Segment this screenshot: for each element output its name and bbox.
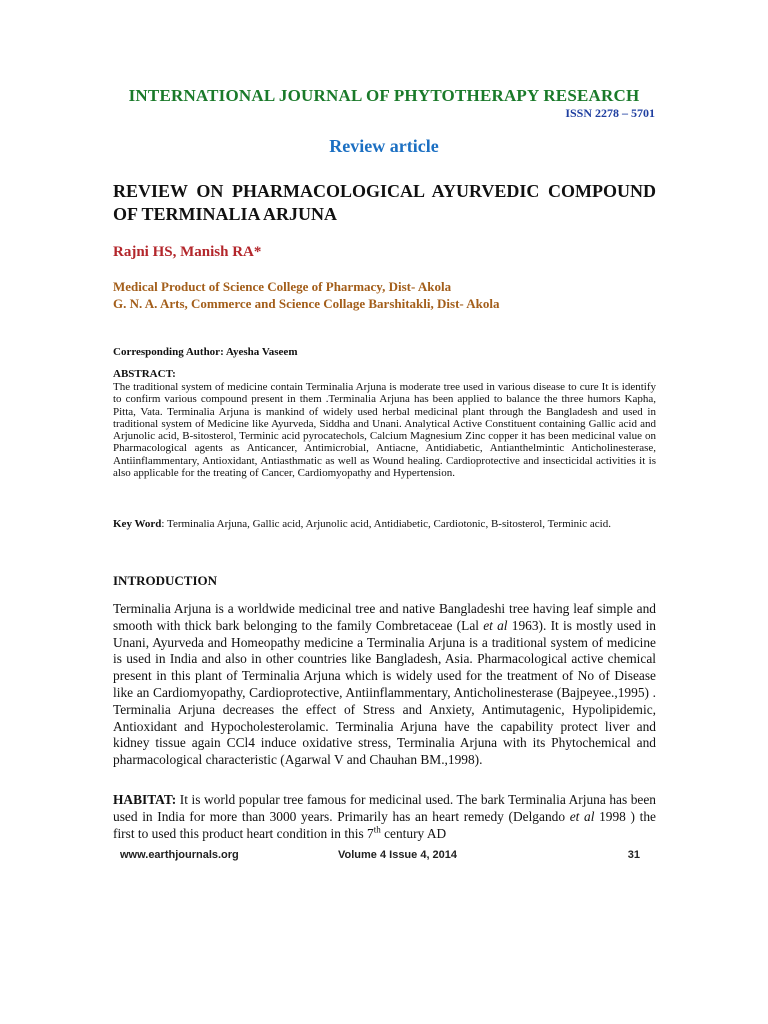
habitat-text-part-3: century AD xyxy=(380,825,447,841)
intro-text-part-2: 1963). It is mostly used in Unani, Ayurveda and Homeopathy medicine a Terminalia Arjuna is a traditional system of medicine is used in India and also in other countries like Bangladesh, Asia. Pharmacological active chemical present in this plant of Terminalia Arjuna which is widely used for the treatment of No of Disease like an Cardiomyopathy, Cardioprotective, Antiinflammentary, Anticholinesterase (Bajpeyee.,1995) . Terminalia Arjuna decreases the effect of Stress and Anxiety, Antimutagenic, Hypolipidemic, Antioxidant and Hypocholesterolamic. Terminalia Arjuna have the capability protect liver and kidney tissue again CCl4 induce oxidative stress, Terminalia Arjuna with its Phytochemical and pharmacological characteristic (Agarwal V and Chauhan BM.,1998). xyxy=(113,617,656,768)
habitat-paragraph xyxy=(113,792,656,842)
issn-label: ISSN 2278 – 5701 xyxy=(565,106,655,120)
affiliation-1: Medical Product of Science College of Pharmacy, Dist- Akola xyxy=(113,279,452,294)
footer-website-link[interactable]: www.earthjournals.org xyxy=(120,849,239,861)
habitat-et-al: et al xyxy=(569,808,595,824)
journal-title: INTERNATIONAL JOURNAL OF PHYTOTHERAPY RESEARCH xyxy=(128,86,640,105)
article-title: REVIEW ON PHARMACOLOGICAL AYURVEDIC COMPOUND OF TERMINALIA ARJUNA xyxy=(113,181,656,224)
habitat-text-part-1: It is world popular tree famous for medicinal used. The bark Terminalia Arjuna has been used in India for more than 3000 years. Primarily has an heart remedy (Delgando xyxy=(113,792,656,824)
introduction-text xyxy=(113,601,656,769)
affiliation-2: G. N. A. Arts, Commerce and Science Collage Barshitakli, Dist- Akola xyxy=(113,296,500,311)
intro-et-al: et al xyxy=(483,617,508,633)
author-list: Rajni HS, Manish RA* xyxy=(113,244,262,260)
corresponding-author: Corresponding Author: Ayesha Vaseem xyxy=(113,346,298,358)
keywords xyxy=(113,518,656,530)
habitat-superscript: th xyxy=(373,824,381,835)
article-type: Review article xyxy=(329,136,439,156)
abstract-heading: ABSTRACT: xyxy=(113,368,176,380)
intro-text-part-1: Terminalia Arjuna is a worldwide medicinal tree and native Bangladeshi tree having leaf simple and smooth with thick bark belonging to the family Combretaceae (Lal xyxy=(113,601,656,633)
keywords-text: : Terminalia Arjuna, Gallic acid, Arjunolic acid, Antidiabetic, Cardiotonic, B-sitosterol, Terminic acid. xyxy=(161,518,611,530)
introduction-heading: INTRODUCTION xyxy=(113,573,218,588)
keywords-label: Key Word xyxy=(113,518,162,530)
footer-page-number: 31 xyxy=(627,849,640,861)
footer-volume: Volume 4 Issue 4, 2014 xyxy=(338,849,458,861)
page-footer xyxy=(120,849,640,865)
habitat-label: HABITAT: xyxy=(113,792,177,807)
habitat-text-part-2: 1998 ) the first to used this product heart condition in this 7 xyxy=(113,808,656,841)
abstract-text: The traditional system of medicine contain Terminalia Arjuna is moderate tree used in various disease to cure It is identify to confirm various compound present in them .Terminalia Arjuna has been applied to balance the three humors Kapha, Pitta, Vata. Terminalia Arjuna is mankind of widely used herbal medicinal plant through the Bangladesh and used in traditional system of Medicine like Ayurveda, Siddha and Unani. Analytical Active Constituent containing Gallic acid and Arjunolic acid, B-sitosterol, Terminic acid pyrocatechols, Calcium Magnesium Zinc copper it has been medicinal value on Pharmacological agents as Anticancer, Antimicrobial, Antiacne, Antidiabetic, Antianthelmintic Anticholinesterase, Antiinflammentary, Antioxidant, Antiasthmatic as well as Wound healing. Cardioprotective and insecticidal activities it is also applicable for the treating of Cancer, Cardiomyopathy and Hypertension. xyxy=(113,381,656,480)
